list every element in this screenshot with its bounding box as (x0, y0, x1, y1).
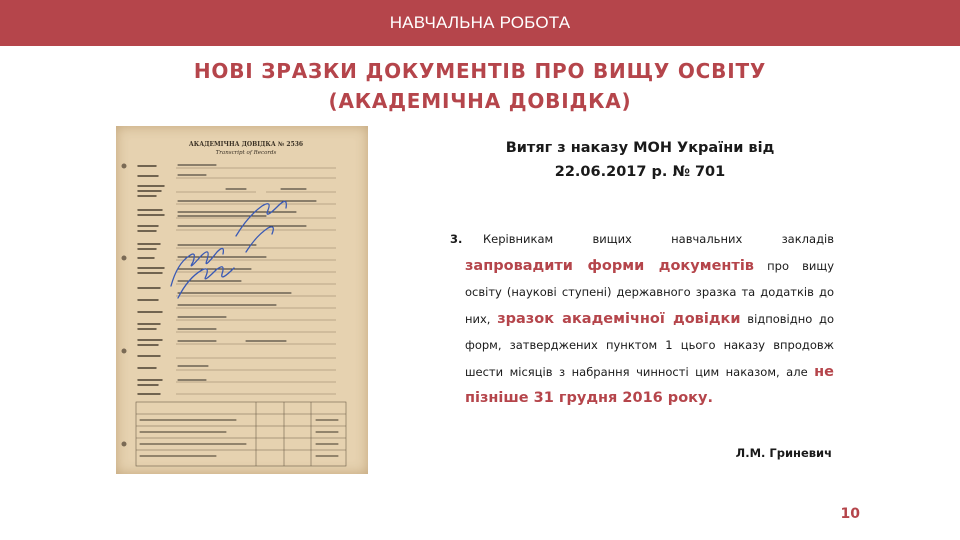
section-label: НАВЧАЛЬНА РОБОТА (389, 13, 571, 32)
clause-highlight-2: зразок академічної довідки (497, 310, 741, 327)
order-clause (450, 226, 834, 412)
section-header-bar (0, 0, 960, 46)
page-title (60, 56, 900, 116)
academic-certificate-image (116, 126, 368, 474)
signature: Л.М. Гриневич (735, 446, 832, 460)
order-excerpt-title-line-1: Витяг з наказу МОН України від (505, 140, 775, 156)
certificate-heading-en: Transcript of Records (215, 150, 277, 156)
page-number: 10 (840, 506, 860, 522)
clause-text-1: Керівникам вищих навчальних закладів (483, 232, 834, 246)
clause-number: 3. (450, 232, 463, 246)
clause-highlight-3: не пізніше 31 грудня 2016 року. (465, 363, 835, 406)
order-excerpt-title-line-2: 22.06.2017 р. № 701 (554, 164, 726, 180)
page-title-line-2: (АКАДЕМІЧНА ДОВІДКА) (328, 89, 632, 113)
page-title-line-1: НОВІ ЗРАЗКИ ДОКУМЕНТІВ ПРО ВИЩУ ОСВІТУ (193, 59, 767, 83)
certificate-heading-ua: АКАДЕМІЧНА ДОВІДКА № 2536 (188, 141, 304, 148)
clause-highlight-1: запровадити форми документів (465, 257, 754, 274)
certificate-scan-drawing (116, 126, 368, 474)
order-excerpt-title (470, 136, 810, 184)
clause-body (450, 226, 834, 412)
clause-text-3: відповідно до форм, затверджених пунктом 1 цього наказу впродовж шести місяців з набрання чинності цим наказом, але (465, 311, 834, 379)
clause-text-2: про вищу освіту (наукові ступені) державного зразка та додатків до них, (465, 258, 835, 326)
